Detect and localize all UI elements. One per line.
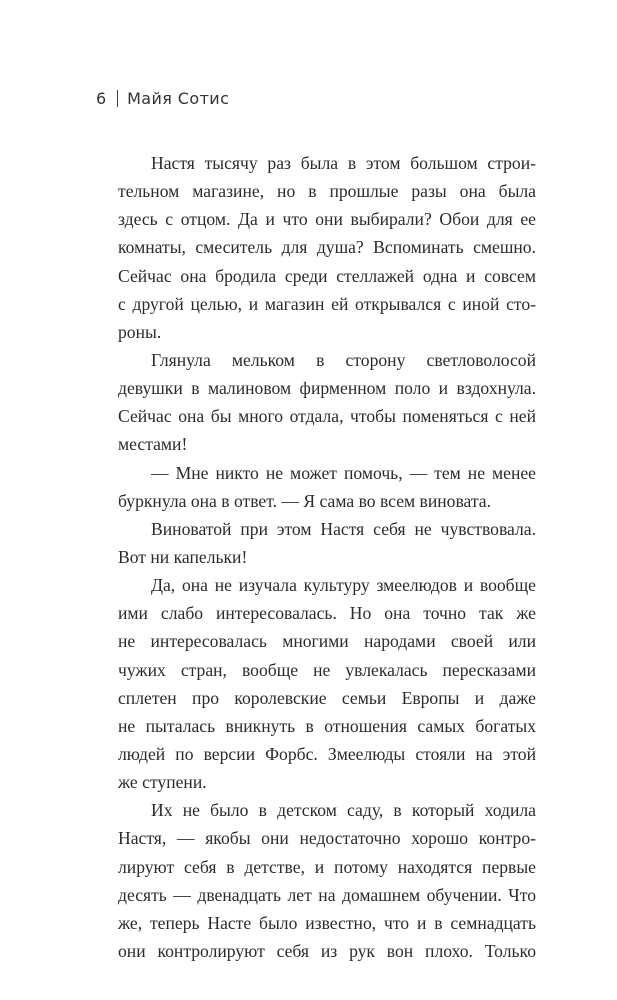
text-line: буркнула она в ответ. — Я сама во всем виновата. [118,490,492,511]
text-line: десять — двенадцать лет на домашнем обучении. Что [118,884,536,905]
text-line: с другой целью, и магазин ей открывался с иной сто- [118,293,536,314]
header-separator [117,90,119,107]
text-line: Настя тысячу раз была в этом большом строи- [151,153,536,173]
author-name: Майя Сотис [127,89,230,108]
text-line: Глянула мельком в сторону светловолосой [151,349,536,370]
body-text [118,149,536,965]
text-line: Настя, — якобы они недостаточно хорошо контро- [118,828,536,849]
page-number: 6 [96,89,107,108]
text-line: Виноватой при этом Настя себя не чувствовала. [151,518,536,539]
text-line: же ступени. [118,772,207,793]
text-line: местами! [118,434,188,455]
text-line: они контролируют себя из рук вон плохо. Только [118,940,536,961]
text-line: — Мне никто не может помочь, — тем не менее [151,462,536,483]
text-line: девушки в малиновом фирменном поло и вздохнула. [118,378,536,399]
text-line: лируют себя в детстве, и потому находятся первые [118,856,536,877]
text-line: чужих стран, вообще не увлекалась пересказами [118,659,536,680]
text-line: здесь с отцом. Да и что они выбирали? Обои для ее [118,209,536,230]
text-line: Да, она не изучала культуру змеелюдов и вообще [151,575,536,596]
text-line: Сейчас она бродила среди стеллажей одна и совсем [118,265,536,286]
text-line: сплетен про королевские семьи Европы и даже [118,687,536,708]
text-line: Их не было в детском саду, в который ходила [151,800,536,821]
text-line: же, теперь Насте было известно, что и в семнадцать [118,912,536,933]
text-line: не интересовалась многими народами своей или [118,631,536,652]
text-line: ими слабо интересовалась. Но она точно так же [118,603,536,624]
text-line: Сейчас она бы много отдала, чтобы поменяться с ней [118,406,536,427]
text-line: тельном магазине, но в прошлые разы она была [118,181,536,202]
running-header [96,89,229,108]
text-line: Вот ни капельки! [118,546,248,567]
text-line: роны. [118,321,162,342]
text-line: комнаты, смеситель для душа? Вспоминать смешно. [118,237,536,258]
text-line: не пыталась вникнуть в отношения самых богатых [118,715,536,736]
text-line: людей по версии Форбс. Змеелюды стояли на этой [118,743,536,764]
